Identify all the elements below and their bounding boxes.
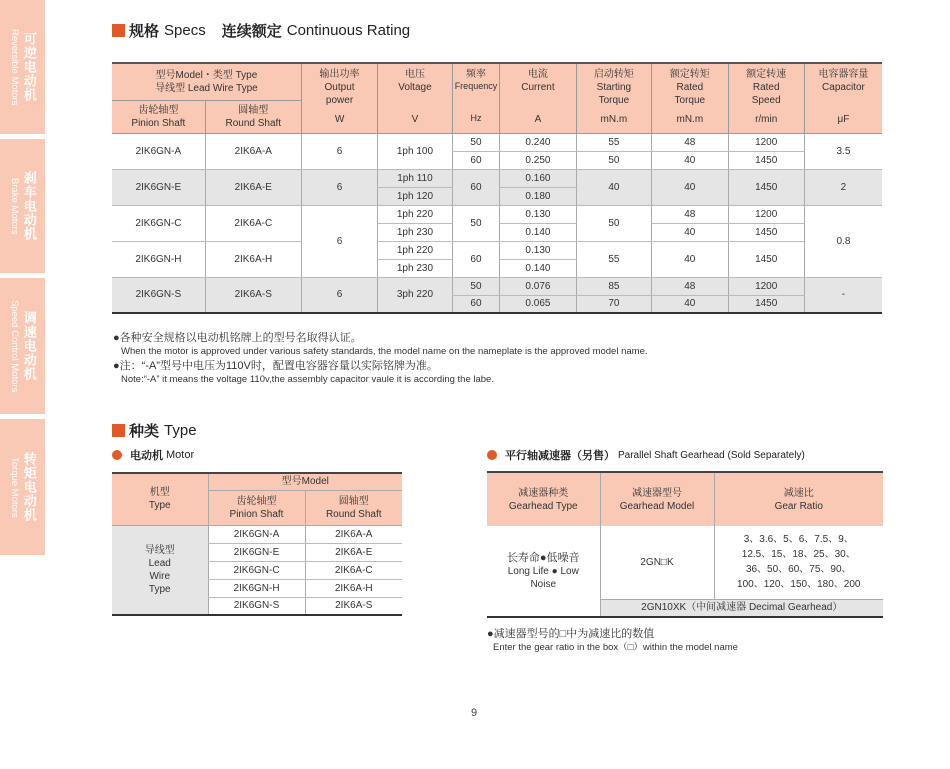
model-pinion: 2IK6GN-A [112,133,205,169]
table-row [487,526,883,599]
current-value: 0.076 [500,277,576,295]
header-pinion-cn: 齿轮轴型 [138,104,179,116]
side-tab-label-en: Torque Motors [8,456,20,518]
starting-torque-value: 70 [576,295,651,313]
header-round-cn: 圆轴型 [238,104,269,116]
header-model: 型号Model [208,473,402,490]
frequency-value: 60 [452,241,500,277]
header-freq-en: Frequency [454,81,498,91]
side-tab-label-cn: 刹车电动机 [21,171,37,241]
side-tab-label-en: Speed Control Motors [8,299,20,393]
voltage-value: 3ph 220 [378,277,452,313]
output-value: 6 [301,169,377,205]
type-lead-wire-cn: 导线型 [144,544,175,556]
current-value: 0.180 [500,187,576,205]
model-round: 2IK6A-S [205,277,301,313]
model-round: 2IK6A-C [305,561,402,579]
gearhead-type-cn: 长寿命●低噪音 [506,551,580,564]
side-tab-label-en: Brake Motors [8,177,20,235]
gearhead-model-value: 2GN□K [600,526,714,599]
gearhead-type-en2: Noise [530,579,557,591]
header-current-cn: 电流 [527,69,548,80]
gear-ratio-line: 3、3.6、5、6、7.5、9、 [743,534,854,546]
capacitor-value: 2 [804,169,882,205]
model-pinion: 2IK6GN-S [112,277,205,313]
side-tab-label-cn: 调速电动机 [21,311,37,381]
note-1-cn: ●各种安全规格以电动机铭牌上的型号名取得认证。 [113,332,362,344]
output-value: 6 [301,277,377,313]
note-2-en: Note:“-A” it means the voltage 110v,the assembly capacitor vaule it is according the labe. [121,374,494,385]
header-current [500,63,576,133]
model-round: 2IK6A-H [305,579,402,597]
header-rtorque-en2: Torque [674,95,706,106]
header-freq-unit: Hz [470,112,482,123]
header-gearhead-type-en: Gearhead Type [508,500,578,512]
gearhead-subtitle [487,447,805,463]
header-current-unit: A [534,114,542,125]
model-pinion: 2IK6GN-C [112,205,205,241]
header-output-en2: power [325,95,354,106]
decimal-gearhead: 2GN10XK（中间减速器 Decimal Gearhead） [600,599,883,617]
voltage-value: 1ph 220 [378,241,452,259]
header-type [112,473,208,525]
table-row [112,241,882,259]
model-pinion: 2IK6GN-H [112,241,205,277]
model-round: 2IK6A-E [305,543,402,561]
gearhead-note-cn: ●减速器型号的□中为减速比的数值 [487,628,655,640]
rated-torque-value: 48 [652,277,728,295]
rated-torque-value: 48 [652,205,728,223]
type-lead-wire-en3: Type [148,583,171,595]
header-round-cn: 圆轴型 [338,495,369,507]
specs-title-en: Specs [164,22,206,39]
model-pinion: 2IK6GN-A [208,525,305,543]
header-current-en: Current [521,82,555,93]
model-pinion: 2IK6GN-S [208,597,305,615]
output-value: 6 [301,205,377,277]
type-section-title [112,420,197,441]
header-pinion-en: Pinion Shaft [229,508,284,520]
continuous-rating-cn: 连续额定 [221,23,282,40]
rated-torque-value: 40 [652,169,728,205]
starting-torque-value: 55 [576,241,651,277]
header-gearhead-model-cn: 减速器型号 [632,487,682,499]
motor-type-table [112,472,402,616]
header-round-en: Round Shaft [325,508,382,520]
frequency-value: 50 [452,133,500,151]
current-value: 0.130 [500,205,576,223]
side-tab-speed-control-motors[interactable] [0,278,45,414]
header-gearhead-model-en: Gearhead Model [619,500,695,512]
capacitor-value: - [804,277,882,313]
table-row [112,525,402,543]
header-start-unit: mN.m [600,114,628,125]
rated-torque-value: 40 [652,151,728,169]
voltage-value: 1ph 100 [378,133,452,169]
header-rated-speed [728,63,804,133]
type-lead-wire [112,525,208,615]
current-value: 0.140 [500,259,576,277]
starting-torque-value: 40 [576,169,651,205]
gearhead-type-en1: Long Life ● Low [507,566,579,578]
circle-bullet-icon [112,450,122,460]
frequency-value: 50 [452,205,500,241]
rated-torque-value: 40 [652,241,728,277]
header-rtorque-cn: 额定转矩 [669,69,710,80]
gear-ratio-line: 36、50、60、75、90、 [745,564,852,576]
table-row [112,169,882,187]
gearhead-note [487,627,738,655]
starting-torque-value: 85 [576,277,651,295]
header-voltage-en: Voltage [398,82,432,93]
motor-title-cn: 电动机 [130,450,163,462]
side-tab-label-cn: 可逆电动机 [21,32,37,102]
current-value: 0.240 [500,133,576,151]
current-value: 0.160 [500,169,576,187]
model-pinion: 2IK6GN-E [112,169,205,205]
current-value: 0.250 [500,151,576,169]
header-type-cn: 机型 [149,487,170,499]
rated-speed-value: 1450 [728,241,804,277]
header-start-cn: 启动转矩 [593,69,634,80]
header-output-cn: 输出功率 [319,69,360,80]
table-row [112,133,882,151]
rated-speed-value: 1200 [728,205,804,223]
type-lead-wire-en2: Wire [149,570,171,582]
starting-torque-value: 50 [576,151,651,169]
rated-speed-value: 1450 [728,169,804,205]
header-pinion-shaft [112,100,205,133]
header-gear-ratio-cn: 减速比 [783,487,814,499]
header-output-unit: W [334,114,345,125]
rated-speed-value: 1450 [728,223,804,241]
header-rspeed-en2: Speed [751,95,781,106]
table-row [112,205,882,223]
header-rtorque-en1: Rated [676,82,704,93]
rated-torque-value: 48 [652,133,728,151]
frequency-value: 60 [452,169,500,205]
voltage-value: 1ph 120 [378,187,452,205]
voltage-value: 1ph 230 [378,223,452,241]
gear-ratio-line: 12.5、15、18、25、30、 [741,549,856,561]
header-frequency [452,63,500,133]
gear-ratio-values [714,526,883,599]
header-model-type [112,63,301,100]
type-lead-wire-en1: Lead [148,557,171,569]
header-rated-torque [652,63,728,133]
model-round: 2IK6A-H [205,241,301,277]
header-pinion-cn: 齿轮轴型 [236,495,277,507]
header-voltage-cn: 电压 [404,69,425,80]
header-lead-wire-label: 导线型 Lead Wire Type [155,82,258,94]
header-freq-cn: 频率 [465,69,486,80]
side-tab-brake-motors[interactable] [0,139,45,273]
type-title-en: Type [164,422,197,439]
frequency-value: 60 [452,151,500,169]
table-row [112,277,882,295]
rated-torque-value: 40 [652,295,728,313]
circle-bullet-icon [487,450,497,460]
header-output [301,63,377,133]
current-value: 0.140 [500,223,576,241]
header-gear-ratio [714,472,883,526]
square-bullet-icon [112,24,125,37]
current-value: 0.065 [500,295,576,313]
spec-notes [113,331,648,387]
header-start-en2: Torque [598,95,630,106]
rated-speed-value: 1200 [728,277,804,295]
model-round: 2IK6A-C [205,205,301,241]
gear-ratio-line: 100、120、150、180、200 [737,579,861,591]
side-tab-label-en: Reversible Motors [8,28,20,106]
header-model-type-label: 型号Model・类型 Type [155,69,258,81]
type-title-cn: 种类 [129,423,160,440]
header-round-shaft [205,100,301,133]
starting-torque-value: 55 [576,133,651,151]
frequency-value: 60 [452,295,500,313]
header-cap-unit: μF [837,114,850,125]
side-tab-label-cn: 转矩电动机 [21,452,37,522]
frequency-value: 50 [452,277,500,295]
header-starting-torque [576,63,651,133]
note-1-en: When the motor is approved under various safety standards, the model name on the nameplate is the approved model name. [121,346,648,357]
gearhead-table [487,471,883,618]
model-round: 2IK6A-E [205,169,301,205]
note-2-cn: ●注：“-A”型号中电压为110V时，配置电容器容量以实际铭牌为准。 [113,360,438,372]
header-gearhead-model [600,472,714,526]
page-number: 9 [471,707,478,719]
header-rspeed-en1: Rated [752,82,780,93]
voltage-value: 1ph 220 [378,205,452,223]
gearhead-note-en: Enter the gear ratio in the box（□）within the model name [493,642,738,653]
header-start-en1: Starting [596,82,632,93]
spec-table [112,62,882,314]
header-type-en: Type [148,500,171,512]
square-bullet-icon [112,424,125,437]
motor-subtitle [112,447,194,463]
header-round-en: Round Shaft [225,117,282,129]
current-value: 0.130 [500,241,576,259]
rated-speed-value: 1450 [728,295,804,313]
header-rspeed-unit: r/min [755,114,778,125]
voltage-value: 1ph 230 [378,259,452,277]
header-pinion-en: Pinion Shaft [131,117,186,129]
rated-speed-value: 1200 [728,133,804,151]
model-pinion: 2IK6GN-E [208,543,305,561]
header-gear-ratio-en: Gear Ratio [774,500,823,512]
header-cap-en: Capacitor [822,82,865,93]
side-tab-reversible-motors[interactable] [0,0,45,134]
specs-section-title [112,20,410,41]
specs-title-cn: 规格 [129,23,160,40]
motor-title-en: Motor [166,449,195,461]
header-rtorque-unit: mN.m [676,114,704,125]
voltage-value: 1ph 110 [378,169,452,187]
gearhead-title-en: Parallel Shaft Gearhead (Sold Separately) [618,449,805,461]
rated-speed-value: 1450 [728,151,804,169]
starting-torque-value: 50 [576,205,651,241]
model-round: 2IK6A-S [305,597,402,615]
gearhead-title-cn: 平行轴减速器（另售） [505,450,615,462]
header-output-en1: Output [324,82,355,93]
gearhead-type-value [487,526,600,617]
header-capacitor [804,63,882,133]
model-pinion: 2IK6GN-H [208,579,305,597]
model-pinion: 2IK6GN-C [208,561,305,579]
model-round: 2IK6A-A [205,133,301,169]
output-value: 6 [301,133,377,169]
header-rspeed-cn: 额定转速 [746,69,787,80]
header-cap-cn: 电容器容量 [818,69,869,80]
capacitor-value: 0.8 [804,205,882,277]
header-voltage-unit: V [411,114,419,125]
header-round-shaft [305,490,402,525]
header-pinion-shaft [208,490,305,525]
side-tab-torque-motors[interactable] [0,419,45,555]
rated-torque-value: 40 [652,223,728,241]
continuous-rating-en: Continuous Rating [286,22,411,39]
model-round: 2IK6A-A [305,525,402,543]
header-voltage [378,63,452,133]
capacitor-value: 3.5 [804,133,882,169]
header-gearhead-type [487,472,600,526]
header-gearhead-type-cn: 减速器种类 [518,487,569,499]
